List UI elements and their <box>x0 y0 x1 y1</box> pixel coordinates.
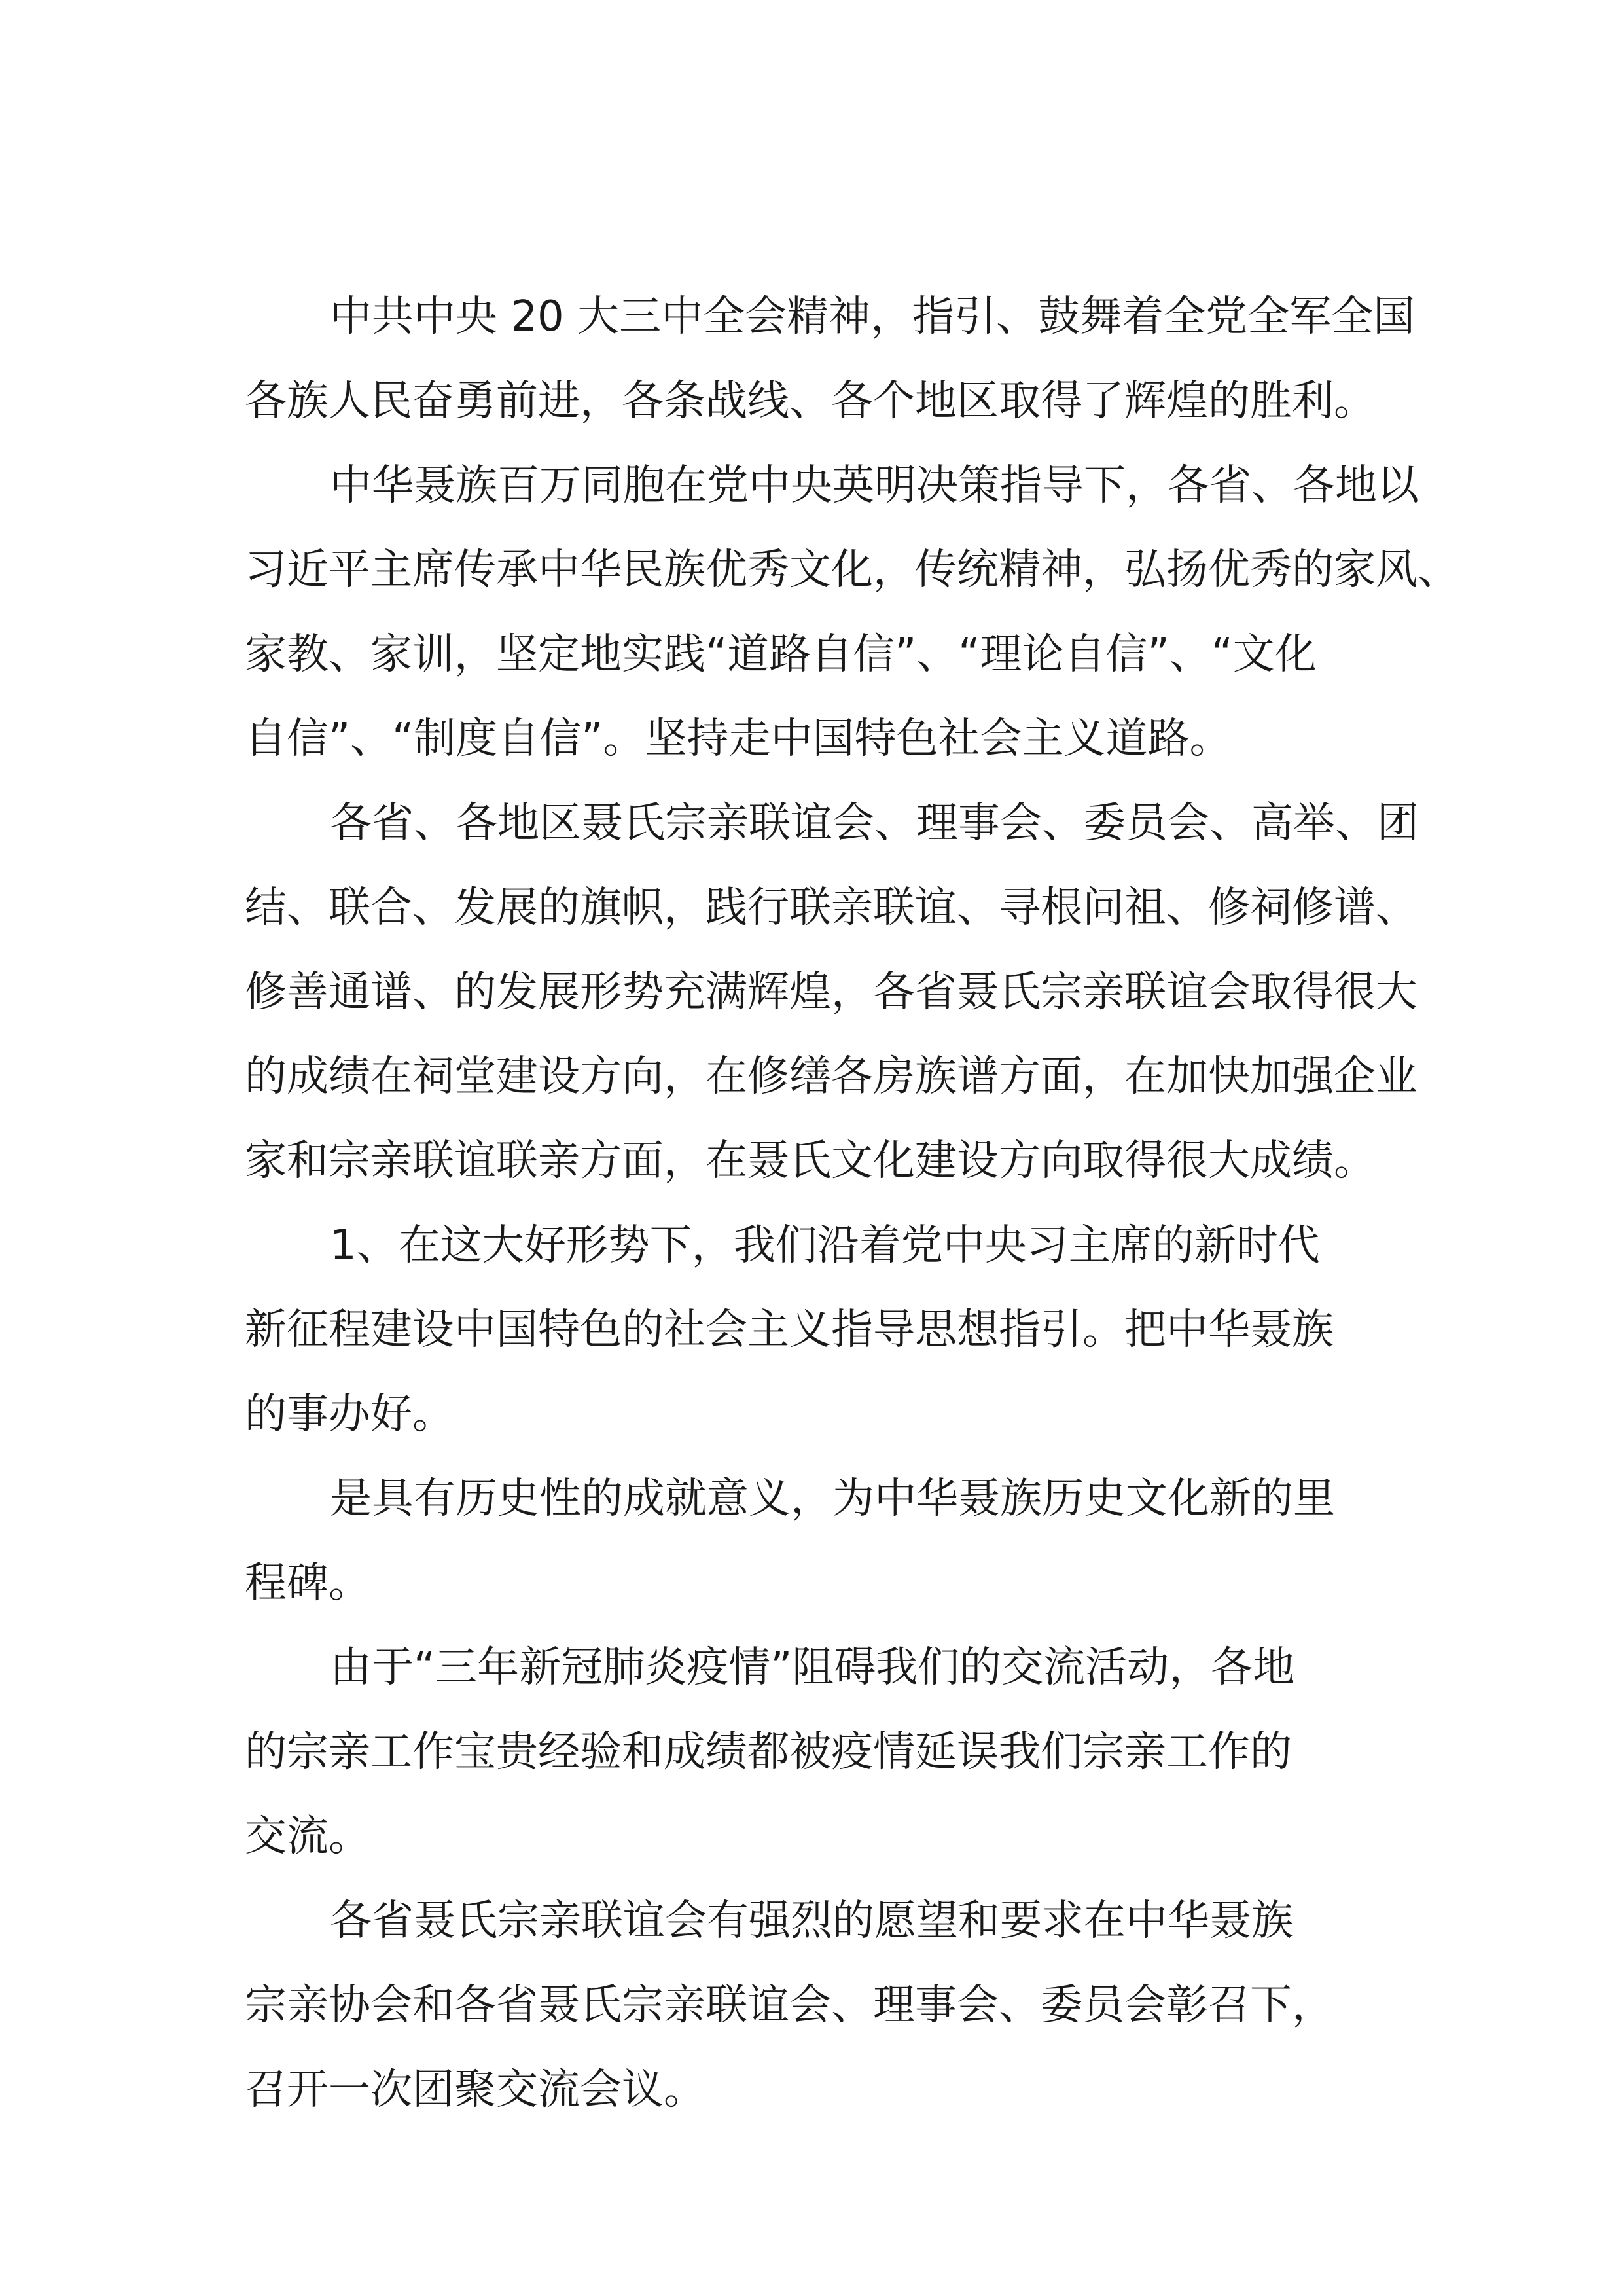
text-line: 各省聂氏宗亲联谊会有强烈的愿望和要求在中华聂族 <box>330 1897 1293 1945</box>
paragraph-4 <box>245 1204 1442 1457</box>
paragraph-7 <box>245 1879 1442 2132</box>
text-line: 是具有历史性的成就意义，为中华聂族历史文化新的里 <box>330 1475 1335 1523</box>
paragraph-6 <box>245 1626 1442 1879</box>
text-line: 家和宗亲联谊联亲方面，在聂氏文化建设方向取得很大成绩。 <box>245 1137 1376 1185</box>
text-line: 新征程建设中国特色的社会主义指导思想指引。把中华聂族 <box>245 1306 1334 1354</box>
text-line: 的成绩在祠堂建设方向，在修缮各房族谱方面，在加快加强企业 <box>245 1052 1418 1101</box>
paragraph-1 <box>245 275 1442 444</box>
text-line: 由于“三年新冠肺炎疫情”阻碍我们的交流活动，各地 <box>330 1643 1295 1692</box>
document-body <box>245 275 1459 2132</box>
text-line: 结、联合、发展的旗帜，践行联亲联谊、寻根问祖、修祠修谱、 <box>245 884 1418 932</box>
text-line: 的宗亲工作宝贵经验和成绩都被疫情延误我们宗亲工作的 <box>245 1728 1292 1776</box>
text-line: 修善通谱、的发展形势充满辉煌，各省聂氏宗亲联谊会取得很大 <box>245 968 1418 1016</box>
text-line: 召开一次团聚交流会议。 <box>245 2066 705 2114</box>
text-line: 各省、各地区聂氏宗亲联谊会、理事会、委员会、高举、团 <box>330 799 1419 848</box>
text-line: 中华聂族百万同胞在党中央英明决策指导下，各省、各地以 <box>330 461 1419 510</box>
text-line: 自信”、“制度自信”。坚持走中国特色社会主义道路。 <box>245 715 1232 763</box>
text-line: 宗亲协会和各省聂氏宗亲联谊会、理事会、委员会彰召下， <box>245 1981 1334 2030</box>
text-line: 的事办好。 <box>245 1390 454 1439</box>
text-line: 中共中央 20 大三中全会精神，指引、鼓舞着全党全军全国 <box>330 293 1416 341</box>
paragraph-3 <box>245 781 1442 1204</box>
text-line: 家教、家训，坚定地实践“道路自信”、“理论自信”、“文化 <box>245 630 1317 679</box>
text-line: 习近平主席传承中华民族优秀文化，传统精神，弘扬优秀的家风、 <box>245 546 1459 594</box>
paragraph-2 <box>245 444 1459 781</box>
text-line: 1、在这大好形势下，我们沿着党中央习主席的新时代 <box>330 1221 1320 1270</box>
text-line: 程碑。 <box>245 1559 370 1607</box>
text-line: 各族人民奋勇前进，各条战线、各个地区取得了辉煌的胜利。 <box>245 377 1376 425</box>
paragraph-5 <box>245 1457 1442 1626</box>
text-line: 交流。 <box>245 1812 370 1861</box>
